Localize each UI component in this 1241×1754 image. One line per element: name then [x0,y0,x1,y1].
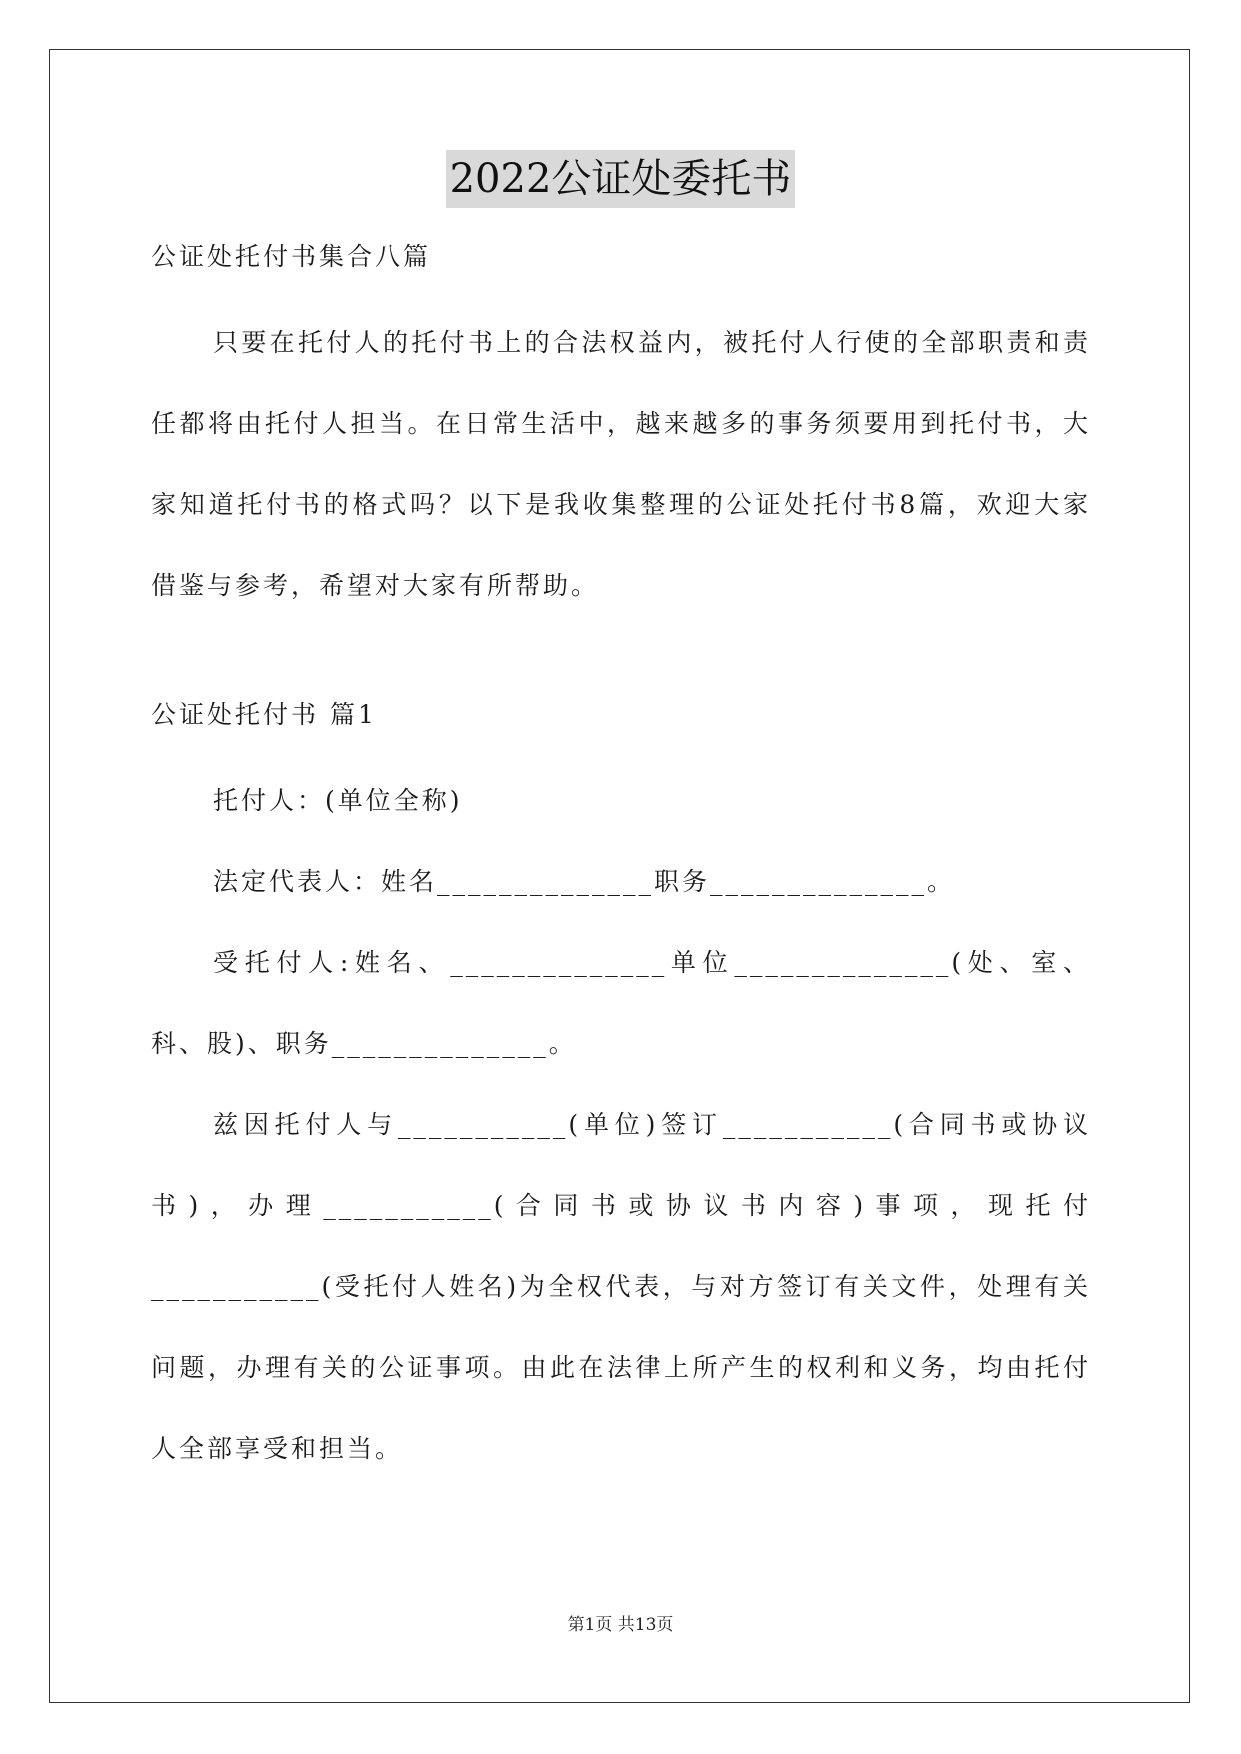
document-body [151,232,1091,1489]
collection-heading: 公证处托付书集合八篇 [151,242,432,271]
legal-representative-line: 法定代表人：姓名______________职务______________。 [213,867,956,896]
principal-line: 托付人：(单位全称) [213,786,463,815]
agent-line: 受托付人:姓名、______________单位______________(处、室、科、股)、职务______________。 [151,948,1091,1058]
authorization-paragraph: 兹因托付人与___________(单位)签订___________(合同书或协议书)，办理___________(合同书或协议书内容)事项，现托付___________(受托付人姓名)为全权代表，与对方签订有关文件，处理有关问题，办理有关的公证事项。由此在法律上所产生的权利和义务，均由托付人全部享受和担当。 [151,1110,1091,1463]
page-footer: 第1页 共13页 [567,1615,674,1635]
intro-paragraph: 只要在托付人的托付书上的合法权益内，被托付人行使的全部职责和责任都将由托付人担当。在日常生活中，越来越多的事务须要用到托付书，大家知道托付书的格式吗？以下是我收集整理的公证处托付书8篇，欢迎大家借鉴与参考，希望对大家有所帮助。 [151,328,1091,600]
document-title: 2022公证处委托书 [446,150,796,208]
title-container [0,150,1241,208]
section-heading: 公证处托付书 篇1 [151,700,377,729]
